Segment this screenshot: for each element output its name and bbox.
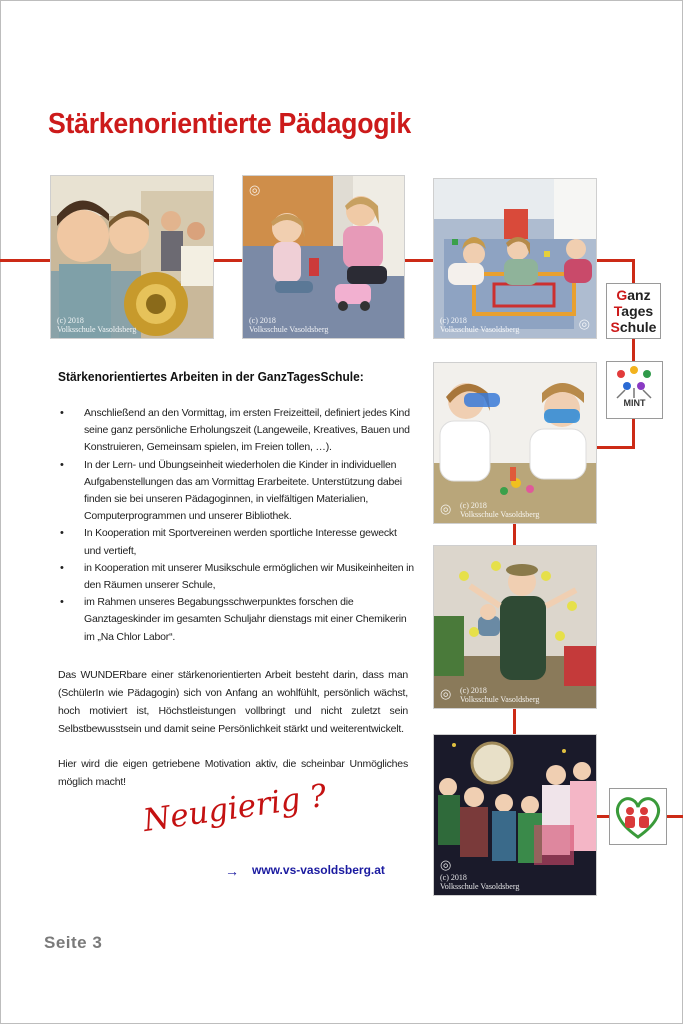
connector-line-1 — [212, 259, 242, 262]
list-item-text: in Kooperation mit unserer Musikschule ermöglichen wir Musikeinheiten in den Räumen unserer Schule, — [84, 561, 414, 592]
list-item — [58, 560, 416, 594]
logo-letter-t: T — [613, 303, 622, 319]
bullet-list — [58, 405, 416, 646]
arrow-right-icon: → — [225, 863, 239, 879]
connector-line-2 — [403, 259, 433, 262]
photo-caption: (c) 2018 Volksschule Vasoldsberg — [440, 316, 520, 334]
camera-icon: ◎ — [440, 686, 452, 701]
list-item — [58, 457, 416, 526]
neugierig-heading: Neugierig ? — [140, 777, 329, 839]
mint-logo — [606, 361, 663, 419]
photo-caption: (c) 2018 Volksschule Vasoldsberg — [460, 686, 540, 704]
photo-juggling — [433, 545, 597, 709]
camera-icon: ◎ — [578, 316, 590, 331]
children-heart-logo — [609, 788, 667, 845]
logo-tages-rest: ages — [621, 303, 654, 319]
bullet-dot: • — [60, 561, 64, 574]
list-item — [58, 525, 416, 559]
photo-theater — [433, 734, 597, 896]
connector-line-4 — [595, 446, 635, 449]
paragraph-wunderbar: Das WUNDERbare einer stärkenorientierten Arbeit besteht darin, dass man (SchülerIn wie Pädagogin) sich von Anfang an wohlfühlt, persönlich wächst, hoch motiviert ist, Höchstleistungen vollbringt und nicht zuletzt sein Selbstbewusstsein und damit seine Persönlichkeit stärkt und weiterentwickelt. — [58, 669, 408, 735]
mint-label: MINT — [623, 398, 646, 408]
list-item — [58, 594, 416, 646]
website-link[interactable]: www.vs-vasoldsberg.at — [252, 863, 385, 877]
page-title: Stärkenorientierte Pädagogik — [48, 108, 411, 140]
photo-caption: (c) 2018 Volksschule Vasoldsberg — [440, 873, 520, 891]
connector-line-5 — [595, 815, 609, 818]
camera-icon: ◎ — [440, 501, 452, 516]
bullet-dot: • — [60, 407, 64, 419]
logo-letter-g: G — [616, 287, 628, 303]
photo-caption: (c) 2018 Volksschule Vasoldsberg — [57, 316, 137, 334]
paragraph-motivation: Hier wird die eigen getriebene Motivation aktiv, die scheinbar Unmögliches möglich macht! — [58, 758, 408, 788]
photo-play-room — [242, 175, 405, 339]
bullet-dot: • — [60, 527, 64, 540]
photo-caption: (c) 2018 Volksschule Vasoldsberg — [460, 501, 540, 519]
bullet-dot: • — [60, 596, 64, 609]
connector-line-left — [0, 259, 50, 262]
page-number: Seite 3 — [44, 933, 103, 952]
list-item-text: In Kooperation mit Sportvereinen werden sportliche Interesse geweckt und vertieft, — [84, 527, 397, 557]
photo-caption: (c) 2018 Volksschule Vasoldsberg — [249, 316, 329, 334]
logo-ganz-rest: anz — [627, 287, 651, 303]
list-item — [58, 405, 416, 457]
camera-icon: ◎ — [249, 182, 261, 197]
photo-music-class — [50, 175, 214, 339]
logo-schule-rest: chule — [619, 319, 657, 335]
section-subheading: Stärkenorientiertes Arbeiten in der GanzTagesSchule: — [58, 369, 364, 384]
ganztagesschule-logo — [606, 283, 661, 339]
list-item-text: Anschließend an den Vormittag, im ersten Freizeitteil, definiert jedes Kind seine ganz persönliche Erholungszeit (Langeweile, Kreatives, Bauen und Konstruieren, Gemeinsam spielen, im Freien tollen, …). — [84, 407, 410, 454]
connector-line-right-edge — [665, 815, 683, 818]
bullet-dot: • — [60, 458, 64, 471]
logo-letter-s: S — [610, 319, 620, 335]
list-item-text: In der Lern- und Übungseinheit wiederholen die Kinder in individuellen Aufgabenstellungen das am Vormittag Erarbeitete. Unterstützung dabei finden sie bei unseren Pädagoginnen, in vielfältigen Materialien, Computerprogrammen und unserer Bibliothek. — [84, 458, 402, 523]
camera-icon: ◎ — [440, 857, 452, 872]
connector-line-3 — [595, 259, 633, 262]
photo-building-blocks — [433, 178, 597, 339]
photo-chemistry-lab — [433, 362, 597, 524]
list-item-text: im Rahmen unseres Begabungsschwerpunktes forschen die Ganztageskinder im gesamten Schuljahr dienstags mit einer Chemikerin im „Na Chlor Labor“. — [84, 596, 407, 643]
